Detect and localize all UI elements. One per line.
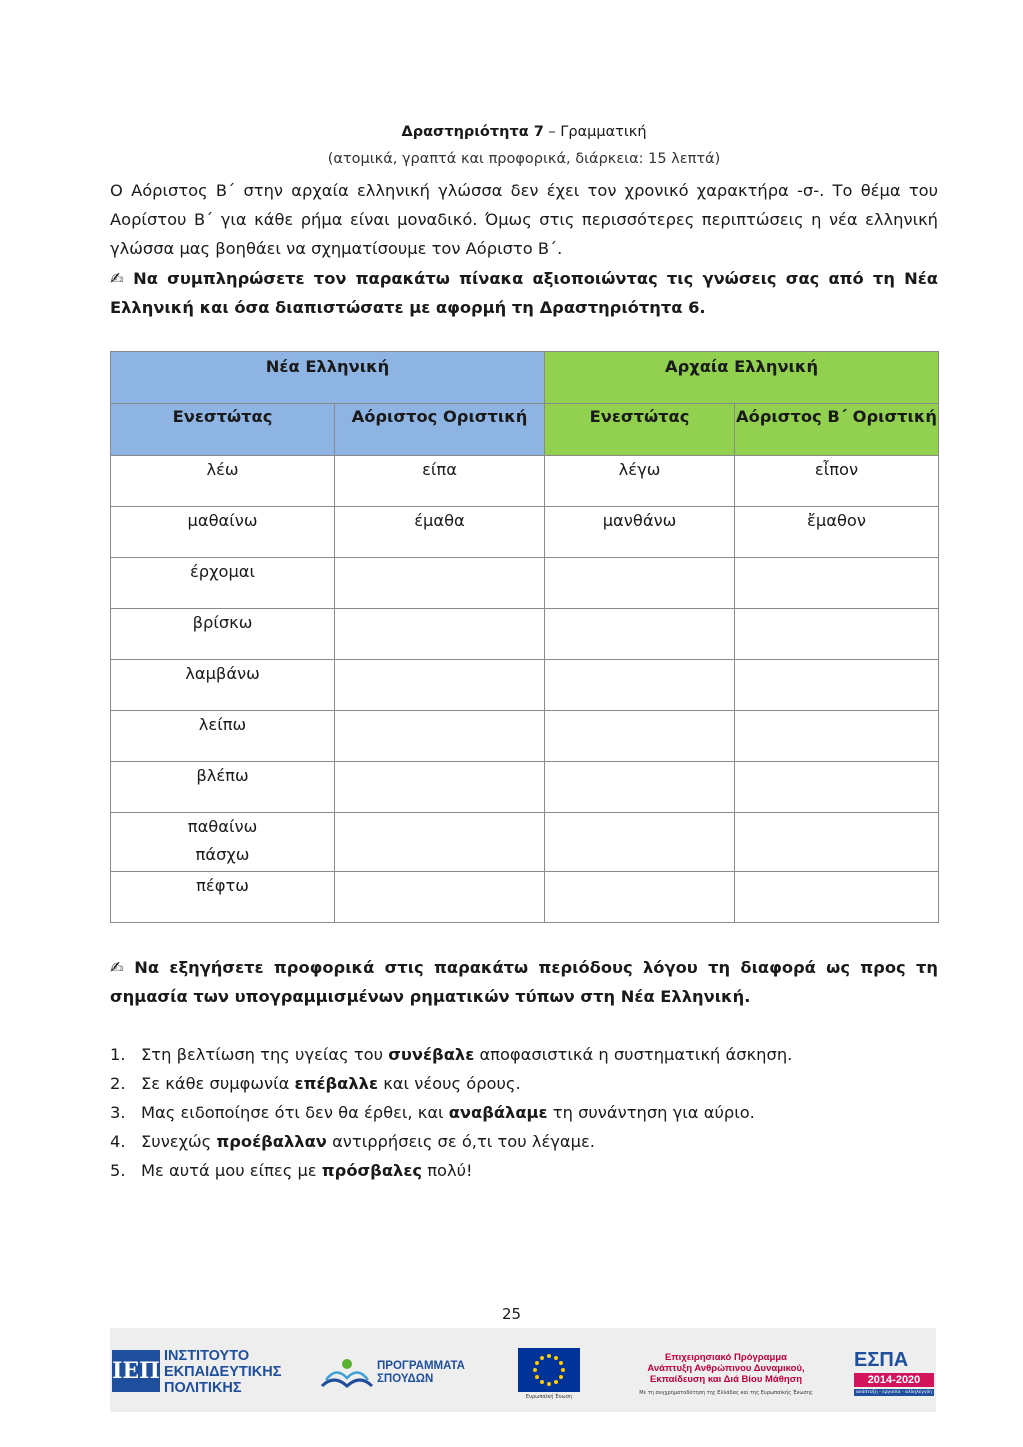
funding-logos-footer — [110, 1328, 936, 1412]
list-item — [110, 1040, 938, 1069]
iep-line2: ΕΚΠΑΙΔΕΥΤΙΚΗΣ — [164, 1364, 282, 1380]
list-item-text: Στη βελτίωση της υγείας του — [141, 1045, 389, 1064]
table-group-header — [111, 352, 939, 404]
group-header-new-greek: Νέα Ελληνική — [111, 352, 545, 404]
intro-paragraph: Ο Αόριστος Β΄ στην αρχαία ελληνική γλώσσα δεν έχει τον χρονικό χαρακτήρα -σ-. Το θέμα του Αορίστου Β΄ για κάθε ρήμα είναι μοναδικό. Όμως στις περισσότερες περιπτώσεις η νέα ελληνική γλώσσα μας βοηθάει να σχηματίσουμε τον Αόριστο Β΄. — [110, 181, 938, 258]
table-row — [111, 813, 939, 872]
list-item-verb: συνέβαλε — [388, 1045, 475, 1064]
iep-logo-text — [164, 1348, 281, 1396]
cell-present-new: λέω — [111, 456, 335, 507]
cell-present-ancient: μανθάνω — [545, 507, 735, 558]
table-row — [111, 711, 939, 762]
cell-aorist-ancient[interactable] — [735, 558, 939, 609]
cell-present-ancient[interactable] — [545, 609, 735, 660]
eu-caption: Ευρωπαϊκή Ένωση — [525, 1394, 573, 1400]
cell-aorist-ancient[interactable] — [735, 762, 939, 813]
table-row — [111, 872, 939, 923]
cell-present-new: λαμβάνω — [111, 660, 335, 711]
list-item-verb: αναβάλαμε — [448, 1103, 548, 1122]
page-number: 25 — [501, 1305, 522, 1323]
programs-logo-icon — [320, 1356, 374, 1396]
cell-present-new: βρίσκω — [111, 609, 335, 660]
cell-aorist-new[interactable] — [335, 711, 545, 762]
cell-aorist-new[interactable] — [335, 609, 545, 660]
op-line2: Ανάπτυξη Ανθρώπινου Δυναμικού, — [647, 1363, 805, 1374]
cell-present-new-line2: πάσχω — [195, 845, 250, 864]
list-item-text: Συνεχώς — [141, 1132, 217, 1151]
col-header-present-new: Ενεστώτας — [111, 404, 335, 456]
list-item-number: 2. — [110, 1074, 126, 1093]
instruction-explain-orally — [110, 953, 938, 1011]
activity-title-bold: Δραστηριότητα 7 — [401, 124, 544, 140]
cell-aorist-new[interactable] — [335, 558, 545, 609]
table-row — [111, 558, 939, 609]
cell-aorist-new[interactable] — [335, 660, 545, 711]
cell-present-new: πέφτω — [111, 872, 335, 923]
cell-aorist-ancient[interactable] — [735, 711, 939, 762]
cell-present-ancient[interactable] — [545, 711, 735, 762]
table-row — [111, 762, 939, 813]
cell-present-new-line1: παθαίνω — [187, 817, 258, 836]
instruction-explain-orally-text: Να εξηγήσετε προφορικά στις παρακάτω περιόδους λόγου τη διαφορά ως προς τη σημασία των υπογραμμισμένων ρηματικών τύπων στη Νέα Ελληνική. — [110, 958, 938, 1006]
cell-aorist-ancient[interactable] — [735, 872, 939, 923]
list-item-text: αντιρρήσεις σε ό,τι του λέγαμε. — [326, 1132, 595, 1151]
table-row — [111, 456, 939, 507]
list-item-text: τη συνάντηση για αύριο. — [547, 1103, 755, 1122]
cell-present-ancient[interactable] — [545, 762, 735, 813]
list-item — [110, 1098, 938, 1127]
pen-icon: ✍ — [110, 269, 128, 288]
list-item-text: Μας ειδοποίησε ότι δεν θα έρθει, και — [141, 1103, 449, 1122]
cell-aorist-ancient: εἶπον — [735, 456, 939, 507]
pen-icon: ✍ — [110, 958, 129, 977]
cell-present-ancient: λέγω — [545, 456, 735, 507]
iep-line3: ΠΟΛΙΤΙΚΗΣ — [164, 1380, 242, 1396]
list-item-number: 5. — [110, 1161, 126, 1180]
table-column-header — [111, 404, 939, 456]
cell-aorist-ancient[interactable] — [735, 813, 939, 872]
activity-subtitle: (ατομικά, γραπτά και προφορικά, διάρκεια: 15 λεπτά) — [327, 151, 721, 167]
table-row — [111, 609, 939, 660]
list-item-text: πολύ! — [422, 1161, 473, 1180]
cell-aorist-ancient[interactable] — [735, 609, 939, 660]
eu-flag-icon — [518, 1348, 580, 1392]
cell-aorist-new[interactable] — [335, 872, 545, 923]
operational-programme-logo — [614, 1352, 838, 1385]
list-item-number: 4. — [110, 1132, 126, 1151]
cell-present-new: λείπω — [111, 711, 335, 762]
programs-logo-text — [377, 1360, 465, 1386]
list-item-number: 3. — [110, 1103, 126, 1122]
instruction-fill-table-text: Να συμπληρώσετε τον παρακάτω πίνακα αξιοποιώντας τις γνώσεις σας από τη Νέα Ελληνική και όσα διαπιστώσατε με αφορμή τη Δραστηριότητα 6. — [110, 269, 938, 317]
cell-present-new: βλέπω — [111, 762, 335, 813]
espa-years: 2014-2020 — [854, 1373, 934, 1387]
col-header-aorist-new: Αόριστος Οριστική — [335, 404, 545, 456]
espa-logo — [854, 1350, 934, 1396]
cell-present-new: έρχομαι — [111, 558, 335, 609]
list-item-verb: πρόσβαλες — [321, 1161, 423, 1180]
cell-present-ancient[interactable] — [545, 660, 735, 711]
espa-slogan: ανάπτυξη - εργασία - αλληλεγγύη — [855, 1390, 933, 1395]
aorist-table — [110, 351, 939, 923]
iep-line1: ΙΝΣΤΙΤΟΥΤΟ — [164, 1348, 250, 1364]
list-item-text: Σε κάθε συμφωνία — [141, 1074, 295, 1093]
programs-line2: ΣΠΟΥΔΩΝ — [377, 1373, 434, 1385]
list-item-verb: επέβαλλε — [294, 1074, 379, 1093]
list-item — [110, 1069, 938, 1098]
op-line1: Επιχειρησιακό Πρόγραμμα — [665, 1352, 787, 1363]
iep-logo: ΙΕΠ — [112, 1350, 160, 1392]
cell-aorist-ancient: ἔμαθον — [735, 507, 939, 558]
list-item-text: Με αυτά μου είπες με — [141, 1161, 322, 1180]
col-header-present-ancient: Ενεστώτας — [545, 404, 735, 456]
list-item — [110, 1127, 938, 1156]
col-header-aorist-ancient: Αόριστος Β΄ Οριστική — [735, 404, 939, 456]
op-caption: Με τη συγχρηματοδότηση της Ελλάδας και της Ευρωπαϊκής Ένωσης — [639, 1390, 813, 1396]
list-item — [110, 1156, 938, 1185]
cell-present-new — [111, 813, 335, 872]
programs-line1: ΠΡΟΓΡΑΜΜΑΤΑ — [377, 1360, 465, 1372]
group-header-ancient-greek: Αρχαία Ελληνική — [545, 352, 939, 404]
espa-title: ΕΣΠΑ — [854, 1349, 909, 1371]
cell-aorist-new[interactable] — [335, 762, 545, 813]
cell-present-ancient[interactable] — [545, 558, 735, 609]
activity-title-rest: – Γραμματική — [543, 124, 647, 140]
cell-aorist-new: έμαθα — [335, 507, 545, 558]
cell-aorist-new: είπα — [335, 456, 545, 507]
cell-present-ancient[interactable] — [545, 813, 735, 872]
sentence-list — [110, 1040, 938, 1185]
op-line3: Εκπαίδευση και Διά Βίου Μάθηση — [649, 1374, 803, 1385]
list-item-text: και νέους όρους. — [378, 1074, 521, 1093]
activity-title — [110, 124, 938, 140]
table-row — [111, 507, 939, 558]
table-row — [111, 660, 939, 711]
cell-present-new: μαθαίνω — [111, 507, 335, 558]
cell-aorist-ancient[interactable] — [735, 660, 939, 711]
cell-aorist-new[interactable] — [335, 813, 545, 872]
cell-present-ancient[interactable] — [545, 872, 735, 923]
instruction-fill-table — [110, 264, 938, 322]
list-item-number: 1. — [110, 1045, 126, 1064]
list-item-text: αποφασιστικά η συστηματική άσκηση. — [474, 1045, 793, 1064]
list-item-verb: προέβαλλαν — [216, 1132, 327, 1151]
